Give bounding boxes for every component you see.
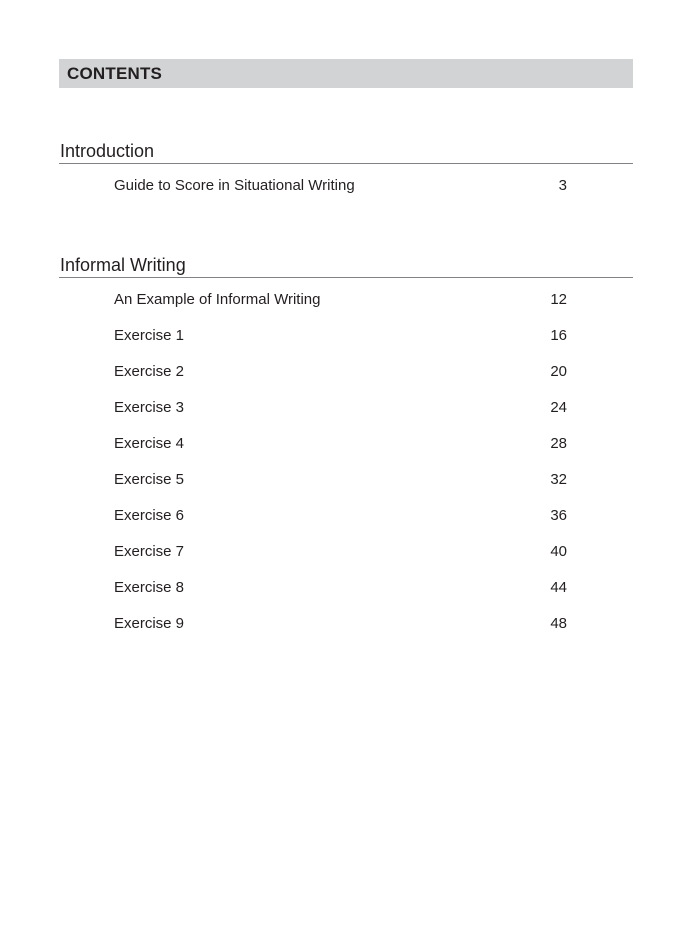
toc-entry[interactable] xyxy=(59,363,633,399)
toc-entry-page: 28 xyxy=(550,435,567,452)
toc-entry[interactable] xyxy=(59,507,633,543)
section-introduction xyxy=(59,140,633,213)
toc-entry-title: Exercise 5 xyxy=(114,471,185,488)
toc-entry-title: Exercise 2 xyxy=(114,363,185,380)
toc-entry-title: Exercise 1 xyxy=(114,327,185,344)
toc-entry-title: Guide to Score in Situational Writing xyxy=(114,177,355,194)
toc-entry-title: Exercise 3 xyxy=(114,399,185,416)
toc-entry-title: Exercise 7 xyxy=(114,543,185,560)
toc-entry[interactable] xyxy=(59,291,633,327)
toc-entry-page: 3 xyxy=(558,177,567,194)
toc-entry-page: 40 xyxy=(550,543,567,560)
toc-entry[interactable] xyxy=(59,579,633,615)
toc-entry[interactable] xyxy=(59,543,633,579)
toc-entry-page: 16 xyxy=(550,327,567,344)
section-informal-writing xyxy=(59,254,633,651)
toc-entry-page: 12 xyxy=(550,291,567,308)
entry-list xyxy=(59,177,633,213)
toc-entry[interactable] xyxy=(59,399,633,435)
toc-entry-title: Exercise 9 xyxy=(114,615,185,632)
contents-banner xyxy=(59,59,633,88)
toc-entry-title: Exercise 6 xyxy=(114,507,185,524)
toc-entry-title: Exercise 4 xyxy=(114,435,185,452)
toc-entry[interactable] xyxy=(59,615,633,651)
toc-entry[interactable] xyxy=(59,435,633,471)
toc-entry[interactable] xyxy=(59,177,633,213)
toc-entry-page: 24 xyxy=(550,399,567,416)
toc-entry-page: 20 xyxy=(550,363,567,380)
toc-entry-title: Exercise 8 xyxy=(114,579,185,596)
contents-title: CONTENTS xyxy=(67,63,163,83)
entry-list xyxy=(59,291,633,651)
toc-entry-page: 44 xyxy=(550,579,567,596)
toc-entry-page: 36 xyxy=(550,507,567,524)
section-heading: Informal Writing xyxy=(59,254,633,278)
section-heading: Introduction xyxy=(59,140,633,164)
toc-entry-page: 32 xyxy=(550,471,567,488)
toc-entry-title: An Example of Informal Writing xyxy=(114,291,321,308)
toc-entry[interactable] xyxy=(59,327,633,363)
toc-entry[interactable] xyxy=(59,471,633,507)
toc-entry-page: 48 xyxy=(550,615,567,632)
